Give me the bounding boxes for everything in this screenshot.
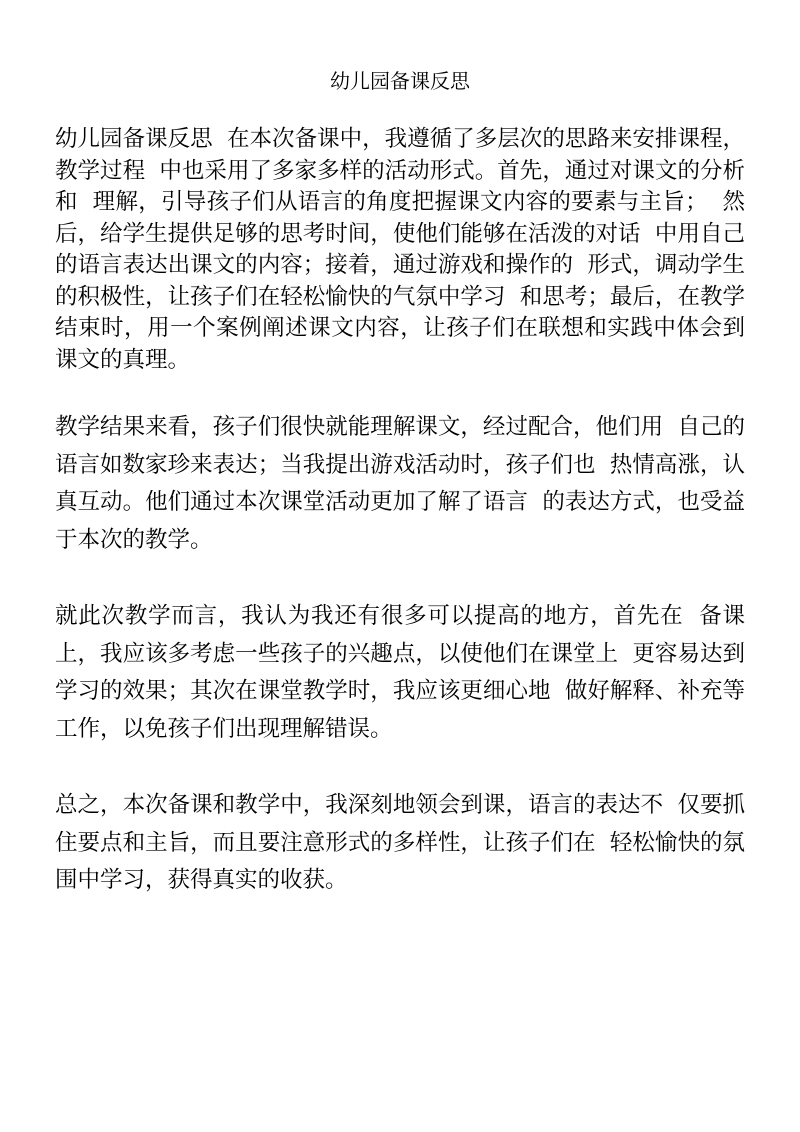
paragraph-3: 就此次教学而言，我认为我还有很多可以提高的地方，首先在 备课上，我应该多考虑一些孩子的兴趣点，以使他们在课堂上 更容易达到学习的效果；其次在课堂教学时，我应该更细心地 做好解释、补充等工作，以免孩子们出现理解错误。 xyxy=(55,603,745,742)
paragraph-2: 教学结果来看，孩子们很快就能理解课文，经过配合，他们用 自己的语言如数家珍来表达；当我提出游戏活动时，孩子们也 热情高涨，认真互动。他们通过本次课堂活动更加了解了语言 的表达方式，也受益于本次的教学。 xyxy=(55,414,745,553)
document-title: 幼儿园备课反思 xyxy=(330,69,470,93)
paragraph-1: 幼儿园备课反思 在本次备课中，我遵循了多层次的思路来安排课程，教学过程 中也采用了多家多样的活动形式。首先，通过对课文的分析和 理解，引导孩子们从语言的角度把握课文内容的要素与主旨； 然后，给学生提供足够的思考时间，使他们能够在活泼的对话 中用自己的语言表达出课文的内容；接着，通过游戏和操作的 形式，调动学生的积极性，让孩子们在轻松愉快的气氛中学习 和思考；最后，在教学结束时，用一个案例阐述课文内容，让孩子们在联想和实践中体会到课文的真理。 xyxy=(55,126,745,373)
paragraph-4: 总之，本次备课和教学中，我深刻地领会到课，语言的表达不 仅要抓住要点和主旨，而且要注意形式的多样性，让孩子们在 轻松愉快的氛围中学习，获得真实的收获。 xyxy=(55,792,745,893)
